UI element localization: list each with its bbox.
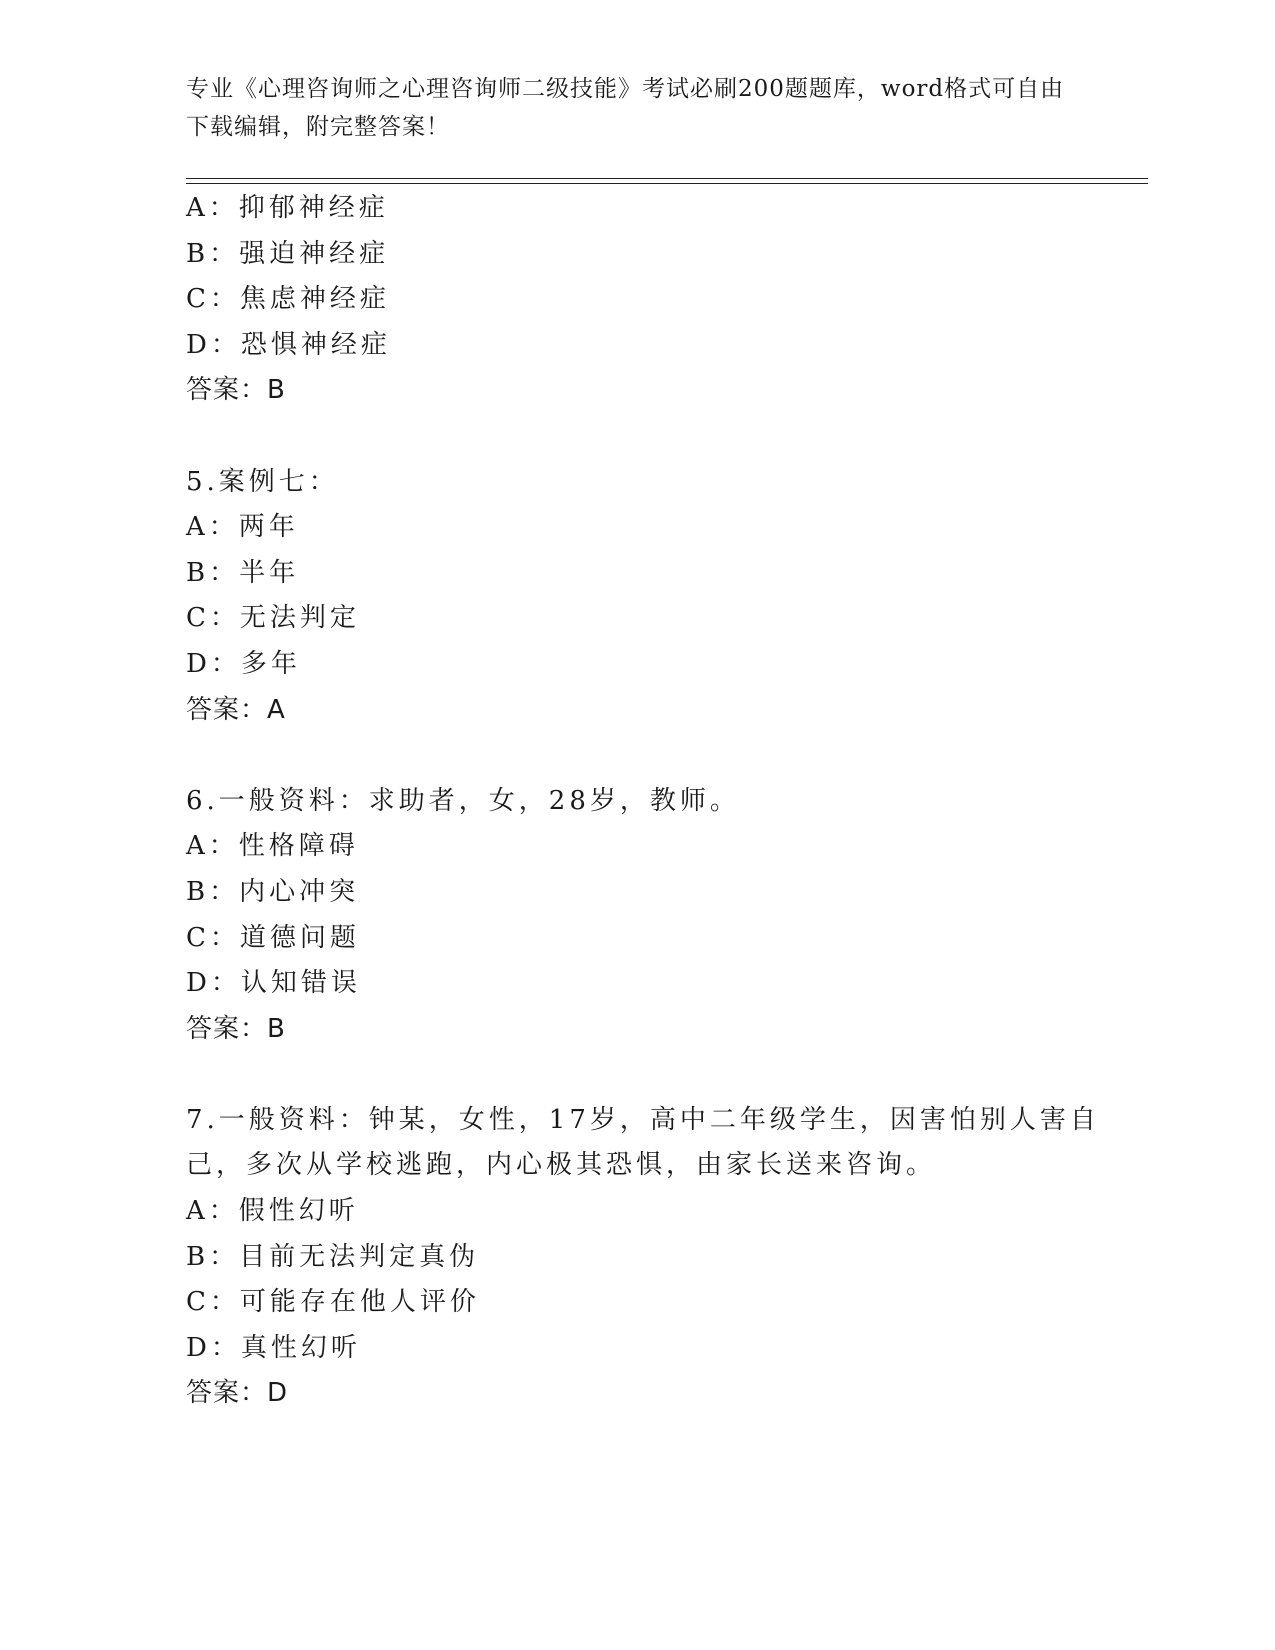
spacer bbox=[186, 414, 1086, 460]
question-stem-line-2: 己，多次从学校逃跑，内心极其恐惧，由家长送来咨询。 bbox=[186, 1150, 937, 1181]
answer: 答案：B bbox=[186, 1013, 286, 1044]
question-7 bbox=[186, 1098, 1100, 1417]
option-d: D：认知错误 bbox=[186, 968, 361, 999]
option-d: D：恐惧神经症 bbox=[186, 329, 391, 360]
question-4 bbox=[186, 186, 1086, 414]
question-stem-line-1: 7.一般资料：钟某，女性，17岁，高中二年级学生，因害怕别人害自 bbox=[186, 1104, 1100, 1135]
header-divider-top bbox=[186, 178, 1148, 179]
question-list bbox=[186, 186, 1100, 1417]
option-b: B：强迫神经症 bbox=[186, 238, 390, 269]
option-d: D：真性幻听 bbox=[186, 1332, 361, 1363]
answer: 答案：D bbox=[186, 1378, 289, 1409]
option-b: B：半年 bbox=[186, 557, 300, 588]
option-c: C：焦虑神经症 bbox=[186, 284, 390, 315]
question-stem: 6.一般资料：求助者，女，28岁，教师。 bbox=[186, 785, 740, 816]
option-c: C：无法判定 bbox=[186, 603, 360, 634]
answer: 答案：A bbox=[186, 694, 286, 725]
answer: 答案：B bbox=[186, 375, 286, 406]
option-b: B：目前无法判定真伪 bbox=[186, 1241, 480, 1272]
option-c: C：可能存在他人评价 bbox=[186, 1287, 480, 1318]
option-d: D：多年 bbox=[186, 648, 301, 679]
option-a: A：性格障碍 bbox=[186, 831, 359, 862]
header-divider-bottom bbox=[186, 183, 1148, 184]
option-c: C：道德问题 bbox=[186, 922, 360, 953]
spacer bbox=[186, 1052, 1086, 1098]
spacer bbox=[186, 733, 1086, 779]
option-b: B：内心冲突 bbox=[186, 876, 360, 907]
question-stem: 5.案例七： bbox=[186, 466, 339, 497]
question-6 bbox=[186, 779, 1086, 1053]
option-a: A：假性幻听 bbox=[186, 1196, 359, 1227]
option-a: A：抑郁神经症 bbox=[186, 193, 389, 223]
question-5 bbox=[186, 460, 1086, 734]
document-header: 专业《心理咨询师之心理咨询师二级技能》考试必刷200题题库，word格式可自由下载编辑，附完整答案！ bbox=[186, 76, 1065, 140]
option-a: A：两年 bbox=[186, 512, 299, 543]
